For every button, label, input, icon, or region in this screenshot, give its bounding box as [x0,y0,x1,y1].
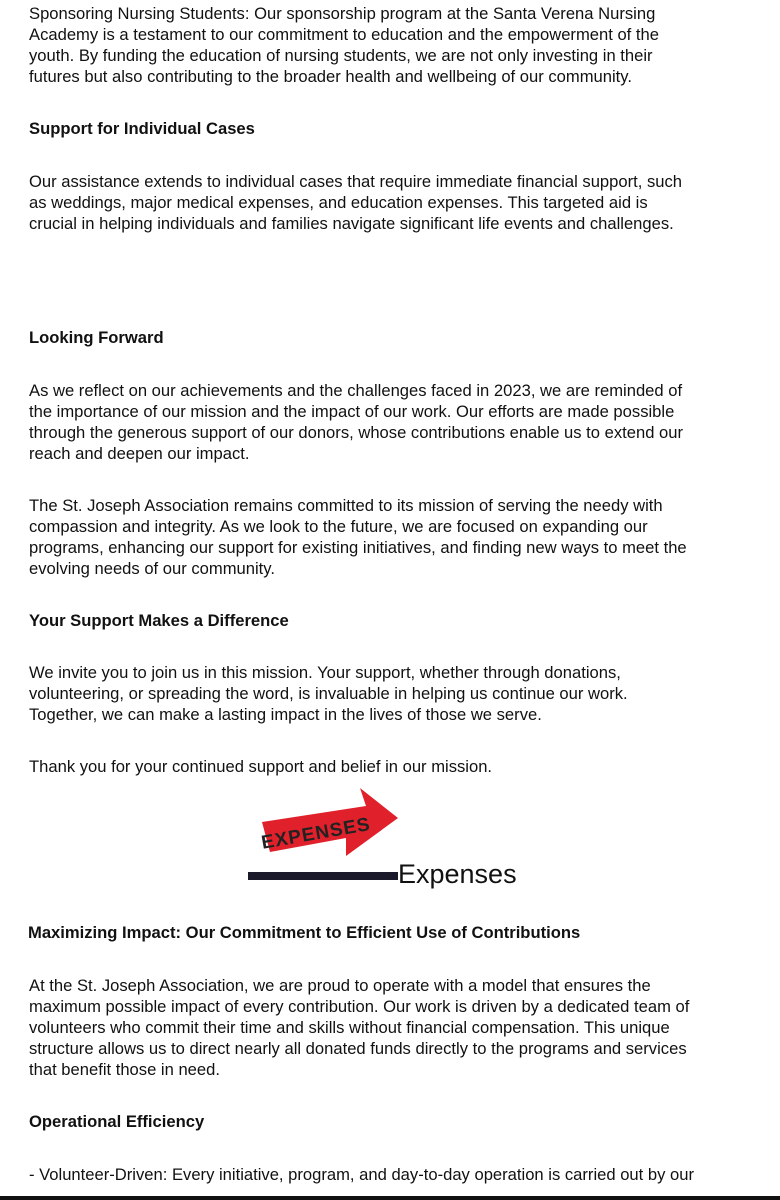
text-line: reach and deepen our impact. [29,444,250,463]
paragraph-model [29,975,774,1080]
text-line: as weddings, major medical expenses, and education expenses. This targeted aid is [29,193,648,212]
text-line: structure allows us to direct nearly all donated funds directly to the programs and services [29,1039,687,1058]
heading-operational-efficiency: Operational Efficiency [29,1112,205,1131]
stamp-text: EXPENSES [259,813,373,854]
text-line: compassion and integrity. As we look to the future, we are focused on expanding our [29,517,648,536]
paragraph-nursing-students [29,3,774,87]
text-line: crucial in helping individuals and families navigate significant life events and challenges. [29,214,674,233]
paragraph-invite [29,662,774,725]
text-line: the importance of our mission and the impact of our work. Our efforts are made possible [29,402,675,421]
text-line: volunteering, or spreading the word, is invaluable in helping us continue our work. [29,684,628,703]
text-line: Together, we can make a lasting impact in the lives of those we serve. [29,705,542,724]
text-line: As we reflect on our achievements and the challenges faced in 2023, we are reminded of [29,381,683,400]
text-line: evolving needs of our community. [29,559,275,578]
text-line: Our assistance extends to individual cases that require immediate financial support, such [29,172,683,191]
expenses-image [248,784,533,889]
image-caption: Expenses [398,859,517,889]
text-line: volunteers who commit their time and skills without financial compensation. This unique [29,1018,670,1037]
paragraph-volunteer-driven: - Volunteer-Driven: Every initiative, program, and day-to-day operation is carried out by our [29,1165,694,1184]
paragraph-reflect [29,380,774,464]
text-line: We invite you to join us in this mission. Your support, whether through donations, [29,663,621,682]
text-line: through the generous support of our donors, whose contributions enable us to extend our [29,423,684,442]
expenses-arrow-icon [248,784,533,889]
text-line: programs, enhancing our support for existing initiatives, and finding new ways to meet the [29,538,687,557]
heading-individual-cases: Support for Individual Cases [29,119,255,138]
text-line: Academy is a testament to our commitment to education and the empowerment of the [29,25,659,44]
text-line: The St. Joseph Association remains committed to its mission of serving the needy with [29,496,663,515]
paragraph-committed [29,495,774,579]
paragraph-thank-you: Thank you for your continued support and belief in our mission. [29,757,493,776]
text-line: futures but also contributing to the broader health and wellbeing of our community. [29,67,632,86]
heading-maximizing-impact: Maximizing Impact: Our Commitment to Efficient Use of Contributions [28,923,581,942]
text-line: youth. By funding the education of nursing students, we are not only investing in their [29,46,653,65]
text-line: maximum possible impact of every contribution. Our work is driven by a dedicated team of [29,997,690,1016]
heading-looking-forward: Looking Forward [29,328,164,347]
text-line: At the St. Joseph Association, we are proud to operate with a model that ensures the [29,976,651,995]
page-bottom-border [0,1196,780,1200]
text-line: Sponsoring Nursing Students: Our sponsorship program at the Santa Verena Nursing [29,4,656,23]
heading-support-difference: Your Support Makes a Difference [29,611,289,630]
paragraph-individual-cases [29,171,774,234]
text-line: that benefit those in need. [29,1060,220,1079]
